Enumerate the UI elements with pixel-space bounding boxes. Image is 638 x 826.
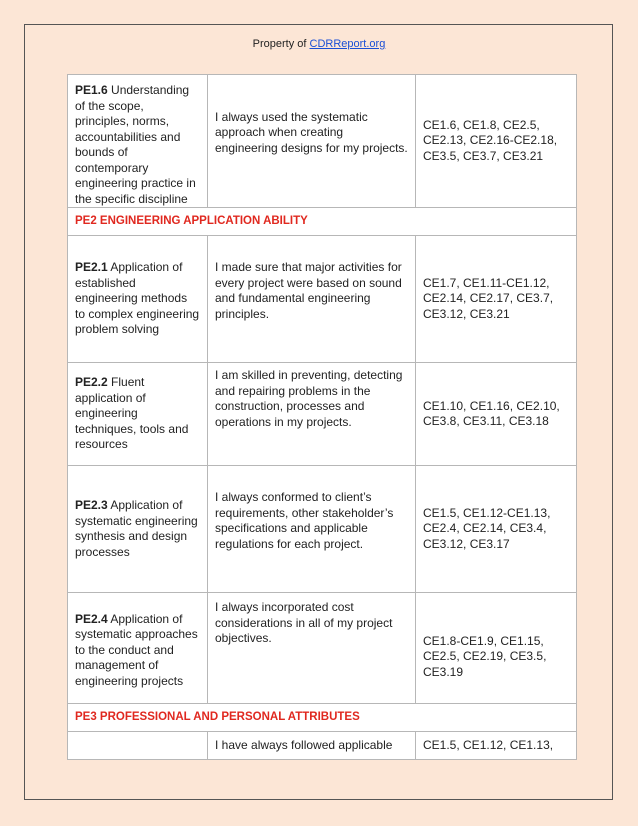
competency-cell <box>68 732 208 760</box>
refs-cell <box>416 732 577 760</box>
competency-title: Understanding of the scope, principles, norms, accountabilities and bounds of contemporary engineering practice in the specific discipline <box>75 83 196 206</box>
refs-text: CE1.8-CE1.9, CE1.15, CE2.5, CE2.19, CE3.5, CE3.19 <box>423 633 547 679</box>
table-row <box>68 466 577 593</box>
competency-title: Application of systematic engineering synthesis and design processes <box>75 498 198 559</box>
competency-cell <box>68 75 208 208</box>
table-row <box>68 593 577 704</box>
statement-text: I always conformed to client’s requirements, other stakeholder’s specifications and applicable regulations for each project. <box>215 490 394 551</box>
competency-title: Fluent application of engineering techniques, tools and resources <box>75 375 189 452</box>
refs-cell <box>416 363 577 466</box>
refs-text: CE1.10, CE1.16, CE2.10, CE3.8, CE3.11, CE3.18 <box>423 398 560 428</box>
statement-cell <box>208 593 416 704</box>
statement-text: I have always followed applicable <box>215 737 393 752</box>
refs-cell <box>416 593 577 704</box>
competency-code: PE2.4 <box>75 611 108 626</box>
table-row <box>68 363 577 466</box>
table-row <box>68 236 577 363</box>
section-heading: PE3 PROFESSIONAL AND PERSONAL ATTRIBUTES <box>68 704 577 732</box>
refs-cell <box>416 466 577 593</box>
section-heading: PE2 ENGINEERING APPLICATION ABILITY <box>68 208 577 236</box>
competency-cell <box>68 593 208 704</box>
statement-cell <box>208 466 416 593</box>
competency-title: Application of systematic approaches to the conduct and management of engineering projects <box>75 611 198 688</box>
competency-cell <box>68 236 208 363</box>
table-row <box>68 75 577 208</box>
refs-text: CE1.7, CE1.11-CE1.12, CE2.14, CE2.17, CE3.7, CE3.12, CE3.21 <box>423 275 554 321</box>
competency-code: PE2.1 <box>75 260 108 275</box>
statement-text: I always incorporated cost considerations in all of my project objectives. <box>215 600 393 645</box>
competency-code: PE2.3 <box>75 498 108 512</box>
statement-cell <box>208 75 416 208</box>
refs-text: CE1.6, CE1.8, CE2.5, CE2.13, CE2.16-CE2.18, CE3.5, CE3.7, CE3.21 <box>423 117 558 163</box>
statement-text: I always used the systematic approach when creating engineering designs for my projects. <box>215 109 408 155</box>
statement-cell <box>208 363 416 466</box>
competency-code: PE1.6 <box>75 83 108 97</box>
page-header <box>0 38 638 50</box>
statement-text: I am skilled in preventing, detecting and repairing problems in the construction, processes and operations in my projects. <box>215 368 403 429</box>
competency-code: PE2.2 <box>75 375 108 390</box>
competency-table <box>67 74 577 760</box>
competency-title: Application of established engineering methods to complex engineering problem solving <box>75 260 200 337</box>
competency-cell <box>68 363 208 466</box>
refs-cell <box>416 75 577 208</box>
statement-cell <box>208 732 416 760</box>
section-row <box>68 704 577 732</box>
statement-text: I made sure that major activities for every project were based on sound and fundamental engineering principles. <box>215 260 402 321</box>
section-row <box>68 208 577 236</box>
refs-text: CE1.5, CE1.12, CE1.13, <box>423 737 554 752</box>
cdrreport-link[interactable]: CDRReport.org <box>309 38 386 50</box>
table-row <box>68 732 577 760</box>
refs-cell <box>416 236 577 363</box>
refs-text: CE1.5, CE1.12-CE1.13, CE2.4, CE2.14, CE3.4, CE3.12, CE3.17 <box>423 505 551 551</box>
statement-cell <box>208 236 416 363</box>
header-prefix: Property of <box>252 38 310 50</box>
competency-cell <box>68 466 208 593</box>
